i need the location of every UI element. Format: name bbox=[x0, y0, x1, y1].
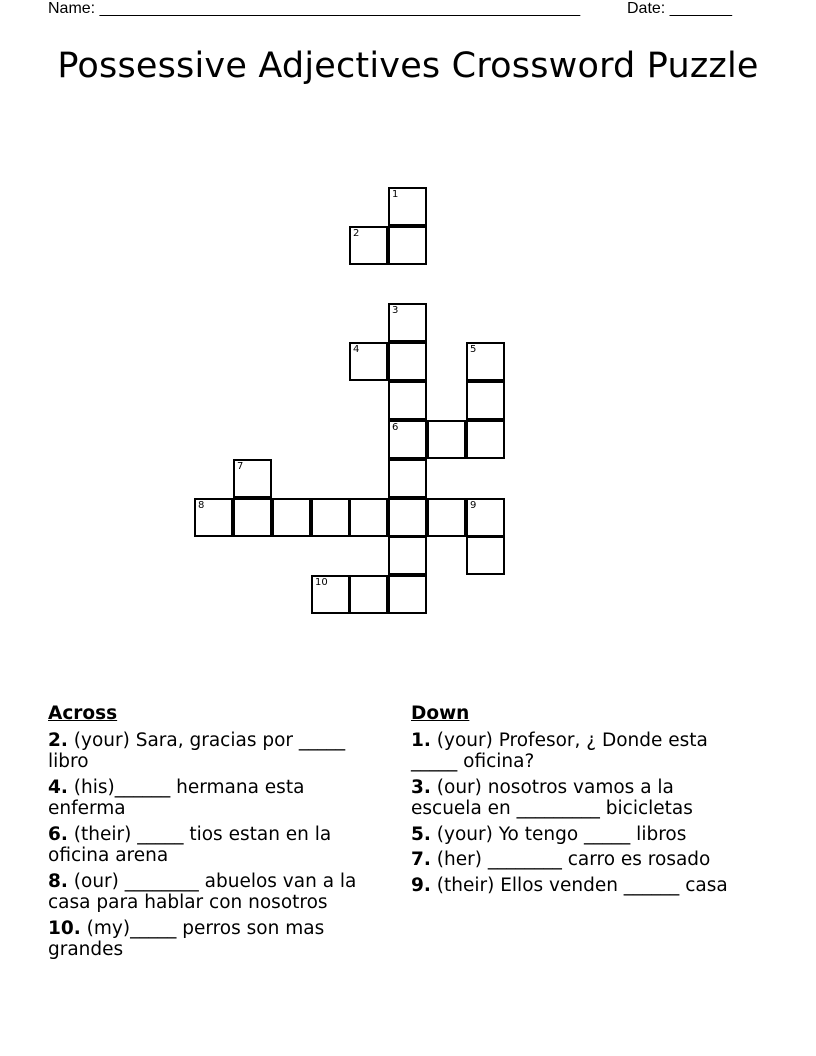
page-title: Possessive Adjectives Crossword Puzzle bbox=[57, 46, 759, 86]
clue-number: 7 bbox=[237, 461, 244, 472]
clue-item bbox=[411, 777, 741, 820]
clue-num: 7. bbox=[411, 849, 431, 870]
clue-text: (her) ________ carro es rosado bbox=[436, 849, 711, 870]
grid-cell[interactable] bbox=[233, 498, 272, 537]
grid-cell[interactable] bbox=[388, 498, 427, 537]
clue-number: 4 bbox=[353, 344, 360, 355]
clue-text: (your) Sara, gracias por _____ libro bbox=[48, 729, 346, 772]
clue-item bbox=[411, 875, 741, 897]
clue-text: (our) ________ abuelos van a la casa para hablar con nosotros bbox=[48, 870, 357, 913]
clue-num: 2. bbox=[48, 729, 68, 751]
clue-number: 1 bbox=[392, 189, 399, 200]
clue-number: 9 bbox=[470, 500, 477, 511]
clue-num: 10. bbox=[48, 917, 81, 939]
grid-cell[interactable] bbox=[349, 575, 388, 614]
grid-cell[interactable] bbox=[388, 536, 427, 575]
clue-num: 1. bbox=[411, 729, 431, 751]
grid-cell[interactable] bbox=[388, 459, 427, 498]
clue-number: 2 bbox=[353, 228, 360, 239]
clue-item bbox=[48, 918, 378, 961]
grid-cell[interactable] bbox=[466, 498, 505, 537]
grid-cell[interactable] bbox=[349, 342, 388, 381]
grid-cell[interactable] bbox=[388, 303, 427, 342]
grid-cell[interactable] bbox=[466, 420, 505, 459]
clue-num: 4. bbox=[48, 776, 68, 798]
clue-text: (his)______ hermana esta enferma bbox=[48, 776, 305, 819]
clue-item bbox=[48, 730, 378, 773]
grid-cell[interactable] bbox=[388, 226, 427, 265]
grid-cell[interactable] bbox=[233, 459, 272, 498]
grid-cell[interactable] bbox=[388, 420, 427, 459]
grid-cell[interactable] bbox=[349, 498, 388, 537]
clue-number: 3 bbox=[392, 305, 399, 316]
across-clues bbox=[48, 703, 378, 965]
clue-item bbox=[411, 849, 741, 871]
grid-cell[interactable] bbox=[466, 342, 505, 381]
down-clues bbox=[411, 703, 741, 900]
clue-text: (your) Yo tengo _____ libros bbox=[436, 823, 687, 845]
grid-cell[interactable] bbox=[311, 498, 350, 537]
grid-cell[interactable] bbox=[194, 498, 233, 537]
clue-number: 10 bbox=[315, 577, 328, 588]
clue-num: 5. bbox=[411, 823, 431, 845]
grid-cell[interactable] bbox=[388, 381, 427, 420]
across-heading: Across bbox=[48, 703, 118, 724]
grid-cell[interactable] bbox=[427, 498, 466, 537]
clue-text: (their) Ellos venden ______ casa bbox=[436, 874, 728, 896]
grid-cell[interactable] bbox=[388, 342, 427, 381]
clue-num: 9. bbox=[411, 874, 431, 896]
date-field[interactable]: Date: _______ bbox=[627, 0, 732, 17]
clue-num: 6. bbox=[48, 823, 68, 845]
down-heading: Down bbox=[411, 703, 470, 724]
clue-item bbox=[411, 824, 741, 846]
clue-item bbox=[411, 730, 741, 773]
clue-number: 8 bbox=[198, 500, 205, 511]
clue-text: (your) Profesor, ¿ Donde esta _____ oficina? bbox=[411, 729, 708, 772]
grid-cell[interactable] bbox=[388, 575, 427, 614]
grid-cell[interactable] bbox=[272, 498, 311, 537]
grid-cell[interactable] bbox=[311, 575, 350, 614]
clue-item bbox=[48, 777, 378, 820]
grid-cell[interactable] bbox=[349, 226, 388, 265]
clue-text: (their) _____ tios estan en la oficina arena bbox=[48, 823, 332, 866]
clue-text: (our) nosotros vamos a la escuela en _________ bicicletas bbox=[411, 776, 693, 819]
clue-item bbox=[48, 824, 378, 867]
grid-cell[interactable] bbox=[388, 187, 427, 226]
grid-cell[interactable] bbox=[466, 381, 505, 420]
clue-item bbox=[48, 871, 378, 914]
clue-text: (my)_____ perros son mas grandes bbox=[48, 917, 325, 960]
name-field[interactable]: Name: ______________________________________________________ bbox=[48, 0, 581, 17]
clue-num: 8. bbox=[48, 870, 68, 892]
clue-number: 5 bbox=[470, 344, 477, 355]
clue-number: 6 bbox=[392, 422, 399, 433]
grid-cell[interactable] bbox=[466, 536, 505, 575]
clue-num: 3. bbox=[411, 776, 431, 798]
grid-cell[interactable] bbox=[427, 420, 466, 459]
